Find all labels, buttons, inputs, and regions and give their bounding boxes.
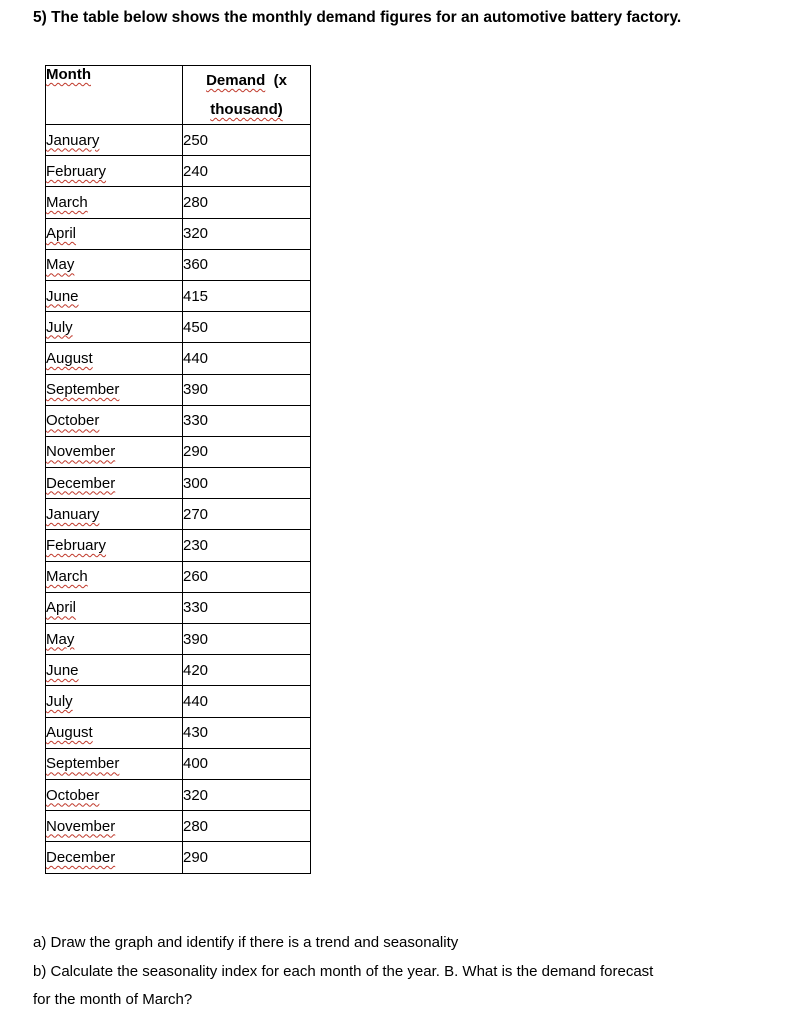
demand-header-word: Demand bbox=[206, 72, 266, 89]
month-cell bbox=[46, 592, 183, 623]
demand-value-cell: 390 bbox=[183, 624, 311, 655]
month-cell bbox=[46, 280, 183, 311]
month-label: August bbox=[46, 349, 93, 367]
demand-value-cell: 250 bbox=[183, 125, 311, 156]
table-row bbox=[46, 343, 311, 374]
month-cell bbox=[46, 436, 183, 467]
month-cell bbox=[46, 561, 183, 592]
question-a: a) Draw the graph and identify if there is a trend and seasonality bbox=[33, 934, 459, 951]
month-label: February bbox=[46, 537, 107, 555]
demand-value-cell: 290 bbox=[183, 436, 311, 467]
demand-value-cell: 290 bbox=[183, 842, 311, 873]
month-label: December bbox=[46, 848, 116, 866]
month-label: October bbox=[46, 412, 100, 430]
month-label: June bbox=[46, 287, 79, 305]
demand-value-cell: 330 bbox=[183, 592, 311, 623]
table-row bbox=[46, 436, 311, 467]
demand-value-cell: 450 bbox=[183, 312, 311, 343]
table-header-row bbox=[46, 66, 311, 125]
table-row bbox=[46, 125, 311, 156]
table-row bbox=[46, 249, 311, 280]
table-row bbox=[46, 811, 311, 842]
month-label: April bbox=[46, 225, 77, 243]
demand-value-cell: 280 bbox=[183, 187, 311, 218]
month-label: May bbox=[46, 630, 75, 648]
month-cell bbox=[46, 530, 183, 561]
month-cell bbox=[46, 842, 183, 873]
month-cell bbox=[46, 779, 183, 810]
demand-value-cell: 440 bbox=[183, 686, 311, 717]
demand-value-cell: 230 bbox=[183, 530, 311, 561]
table-row bbox=[46, 655, 311, 686]
question-b-line2: for the month of March? bbox=[33, 991, 193, 1008]
table-row bbox=[46, 218, 311, 249]
month-label: January bbox=[46, 505, 100, 523]
table-row bbox=[46, 717, 311, 748]
month-cell bbox=[46, 374, 183, 405]
demand-value-cell: 270 bbox=[183, 499, 311, 530]
table-row bbox=[46, 280, 311, 311]
month-label: June bbox=[46, 661, 79, 679]
month-cell bbox=[46, 405, 183, 436]
table-row bbox=[46, 374, 311, 405]
month-label: August bbox=[46, 724, 93, 742]
table-row bbox=[46, 686, 311, 717]
demand-value-cell: 360 bbox=[183, 249, 311, 280]
table-row bbox=[46, 561, 311, 592]
month-label: November bbox=[46, 817, 116, 835]
table-row bbox=[46, 312, 311, 343]
table-row bbox=[46, 187, 311, 218]
month-label: July bbox=[46, 692, 73, 710]
demand-value-cell: 240 bbox=[183, 156, 311, 187]
month-cell bbox=[46, 717, 183, 748]
month-cell bbox=[46, 343, 183, 374]
table-row bbox=[46, 156, 311, 187]
demand-value-cell: 390 bbox=[183, 374, 311, 405]
month-cell bbox=[46, 125, 183, 156]
demand-value-cell: 320 bbox=[183, 779, 311, 810]
table-body bbox=[46, 125, 311, 874]
demand-value-cell: 415 bbox=[183, 280, 311, 311]
demand-header-unit-open: (x bbox=[273, 72, 287, 89]
table-row bbox=[46, 842, 311, 873]
demand-value-cell: 440 bbox=[183, 343, 311, 374]
month-label: September bbox=[46, 381, 120, 399]
month-cell bbox=[46, 624, 183, 655]
month-cell bbox=[46, 312, 183, 343]
month-label: January bbox=[46, 131, 100, 149]
month-cell bbox=[46, 811, 183, 842]
month-cell bbox=[46, 686, 183, 717]
month-label: November bbox=[46, 443, 116, 461]
month-header-label: Month bbox=[46, 66, 91, 83]
demand-column-header bbox=[183, 66, 311, 125]
demand-value-cell: 260 bbox=[183, 561, 311, 592]
month-cell bbox=[46, 468, 183, 499]
demand-value-cell: 280 bbox=[183, 811, 311, 842]
month-cell bbox=[46, 249, 183, 280]
month-label: October bbox=[46, 786, 100, 804]
month-cell bbox=[46, 499, 183, 530]
month-cell bbox=[46, 156, 183, 187]
instructions bbox=[33, 929, 773, 1015]
month-label: July bbox=[46, 318, 73, 336]
demand-value-cell: 430 bbox=[183, 717, 311, 748]
month-label: December bbox=[46, 474, 116, 492]
month-label: May bbox=[46, 256, 75, 274]
month-cell bbox=[46, 748, 183, 779]
month-label: March bbox=[46, 568, 88, 586]
demand-value-cell: 400 bbox=[183, 748, 311, 779]
month-cell bbox=[46, 187, 183, 218]
question-heading: 5) The table below shows the monthly demand figures for an automotive battery factory. bbox=[33, 9, 682, 26]
month-label: March bbox=[46, 193, 88, 211]
demand-value-cell: 320 bbox=[183, 218, 311, 249]
month-label: February bbox=[46, 162, 107, 180]
table-row bbox=[46, 748, 311, 779]
month-cell bbox=[46, 655, 183, 686]
demand-value-cell: 330 bbox=[183, 405, 311, 436]
month-label: September bbox=[46, 755, 120, 773]
table-row bbox=[46, 499, 311, 530]
table-row bbox=[46, 624, 311, 655]
table-row bbox=[46, 592, 311, 623]
table-row bbox=[46, 468, 311, 499]
demand-value-cell: 420 bbox=[183, 655, 311, 686]
table-row bbox=[46, 530, 311, 561]
month-column-header bbox=[46, 66, 183, 125]
demand-header-unit: thousand) bbox=[210, 101, 283, 118]
demand-table bbox=[45, 65, 311, 874]
month-label: April bbox=[46, 599, 77, 617]
question-b-line1: b) Calculate the seasonality index for each month of the year. B. What is the demand forecast bbox=[33, 962, 654, 980]
table-row bbox=[46, 779, 311, 810]
table-row bbox=[46, 405, 311, 436]
month-cell bbox=[46, 218, 183, 249]
demand-value-cell: 300 bbox=[183, 468, 311, 499]
